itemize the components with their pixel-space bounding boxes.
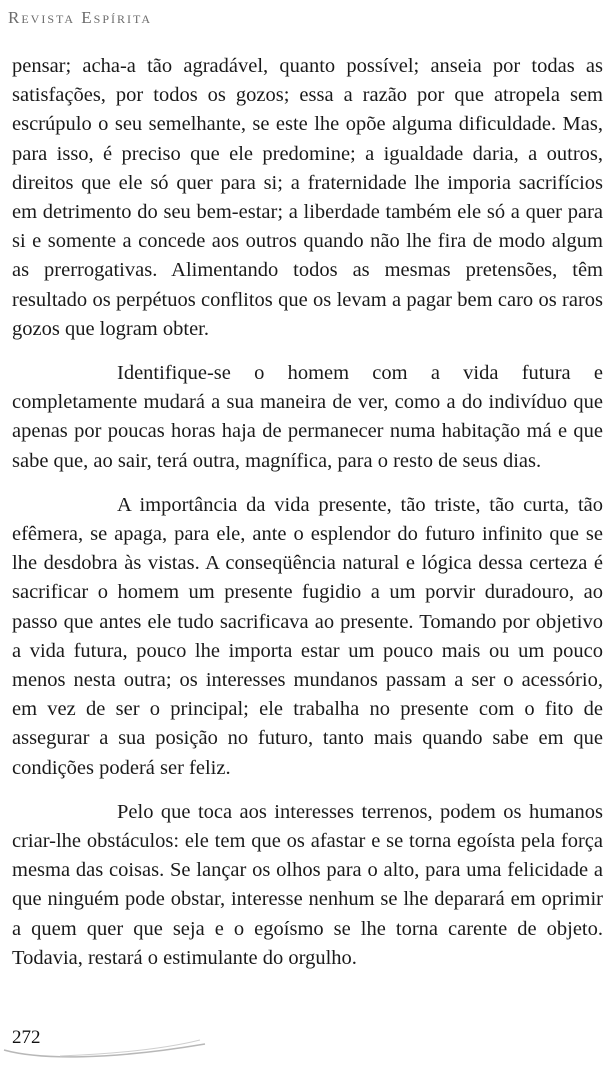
body-text xyxy=(12,52,603,988)
paragraph-2: Identifique-se o homem com a vida futura e completamente mudará a sua maneira de ver, como a do indivíduo que apenas por poucas horas haja de permanecer numa habitação má e que sabe que, ao sair, terá outra, magnífica, para o resto de seus dias. xyxy=(12,362,603,472)
page-number: 272 xyxy=(12,1027,41,1048)
running-head: Revista Espírita xyxy=(8,8,153,27)
paragraph-1: pensar; acha-a tão agradável, quanto possível; anseia por todas as satisfações, por todos os gozos; essa a razão por que atropela sem escrúpulo o seu semelhante, se este lhe opõe alguma dificuldade. Mas, para isso, é preciso que ele predomine; a igualdade daria, a outros, direitos que ele só quer para si; a fraternidade lhe imporia sacrifícios em detrimento do seu bem-estar; a liberdade também ele só a quer para si e somente a concede aos outros quando não lhe fira de modo algum as prerrogativas. Alimentando todos as mesmas pretensões, têm resultado os perpétuos conflitos que os levam a pagar bem caro os raros gozos que logram obter. xyxy=(12,55,603,340)
paragraph-3: A importância da vida presente, tão triste, tão curta, tão efêmera, se apaga, para ele, ante o esplendor do futuro infinito que se lhe desdobra às vistas. A conseqüência natural e lógica dessa certeza é sacrificar o homem um presente fugidio a um porvir duradouro, ao passo que antes ele tudo sacrificava ao presente. Tomando por objetivo a vida futura, pouco lhe importa estar um pouco mais ou um pouco menos nesta outra; os interesses mundanos passam a ser o acessório, em vez de ser o principal; ele trabalha no presente com o fito de assegurar a sua posição no futuro, tanto mais quando sabe em que condições poderá ser feliz. xyxy=(12,493,603,779)
paragraph-4: Pelo que toca aos interesses terrenos, podem os humanos criar-lhe obstáculos: ele tem que os afastar e se torna egoísta pela força mesma das coisas. Se lançar os olhos para o alto, para uma felicidade a que ninguém pode obstar, interesse nenhum se lhe deparará em oprimir a quem quer que seja e o egoísmo se lhe torna carente de objeto. Todavia, restará o estimulante do orgulho. xyxy=(12,800,603,969)
